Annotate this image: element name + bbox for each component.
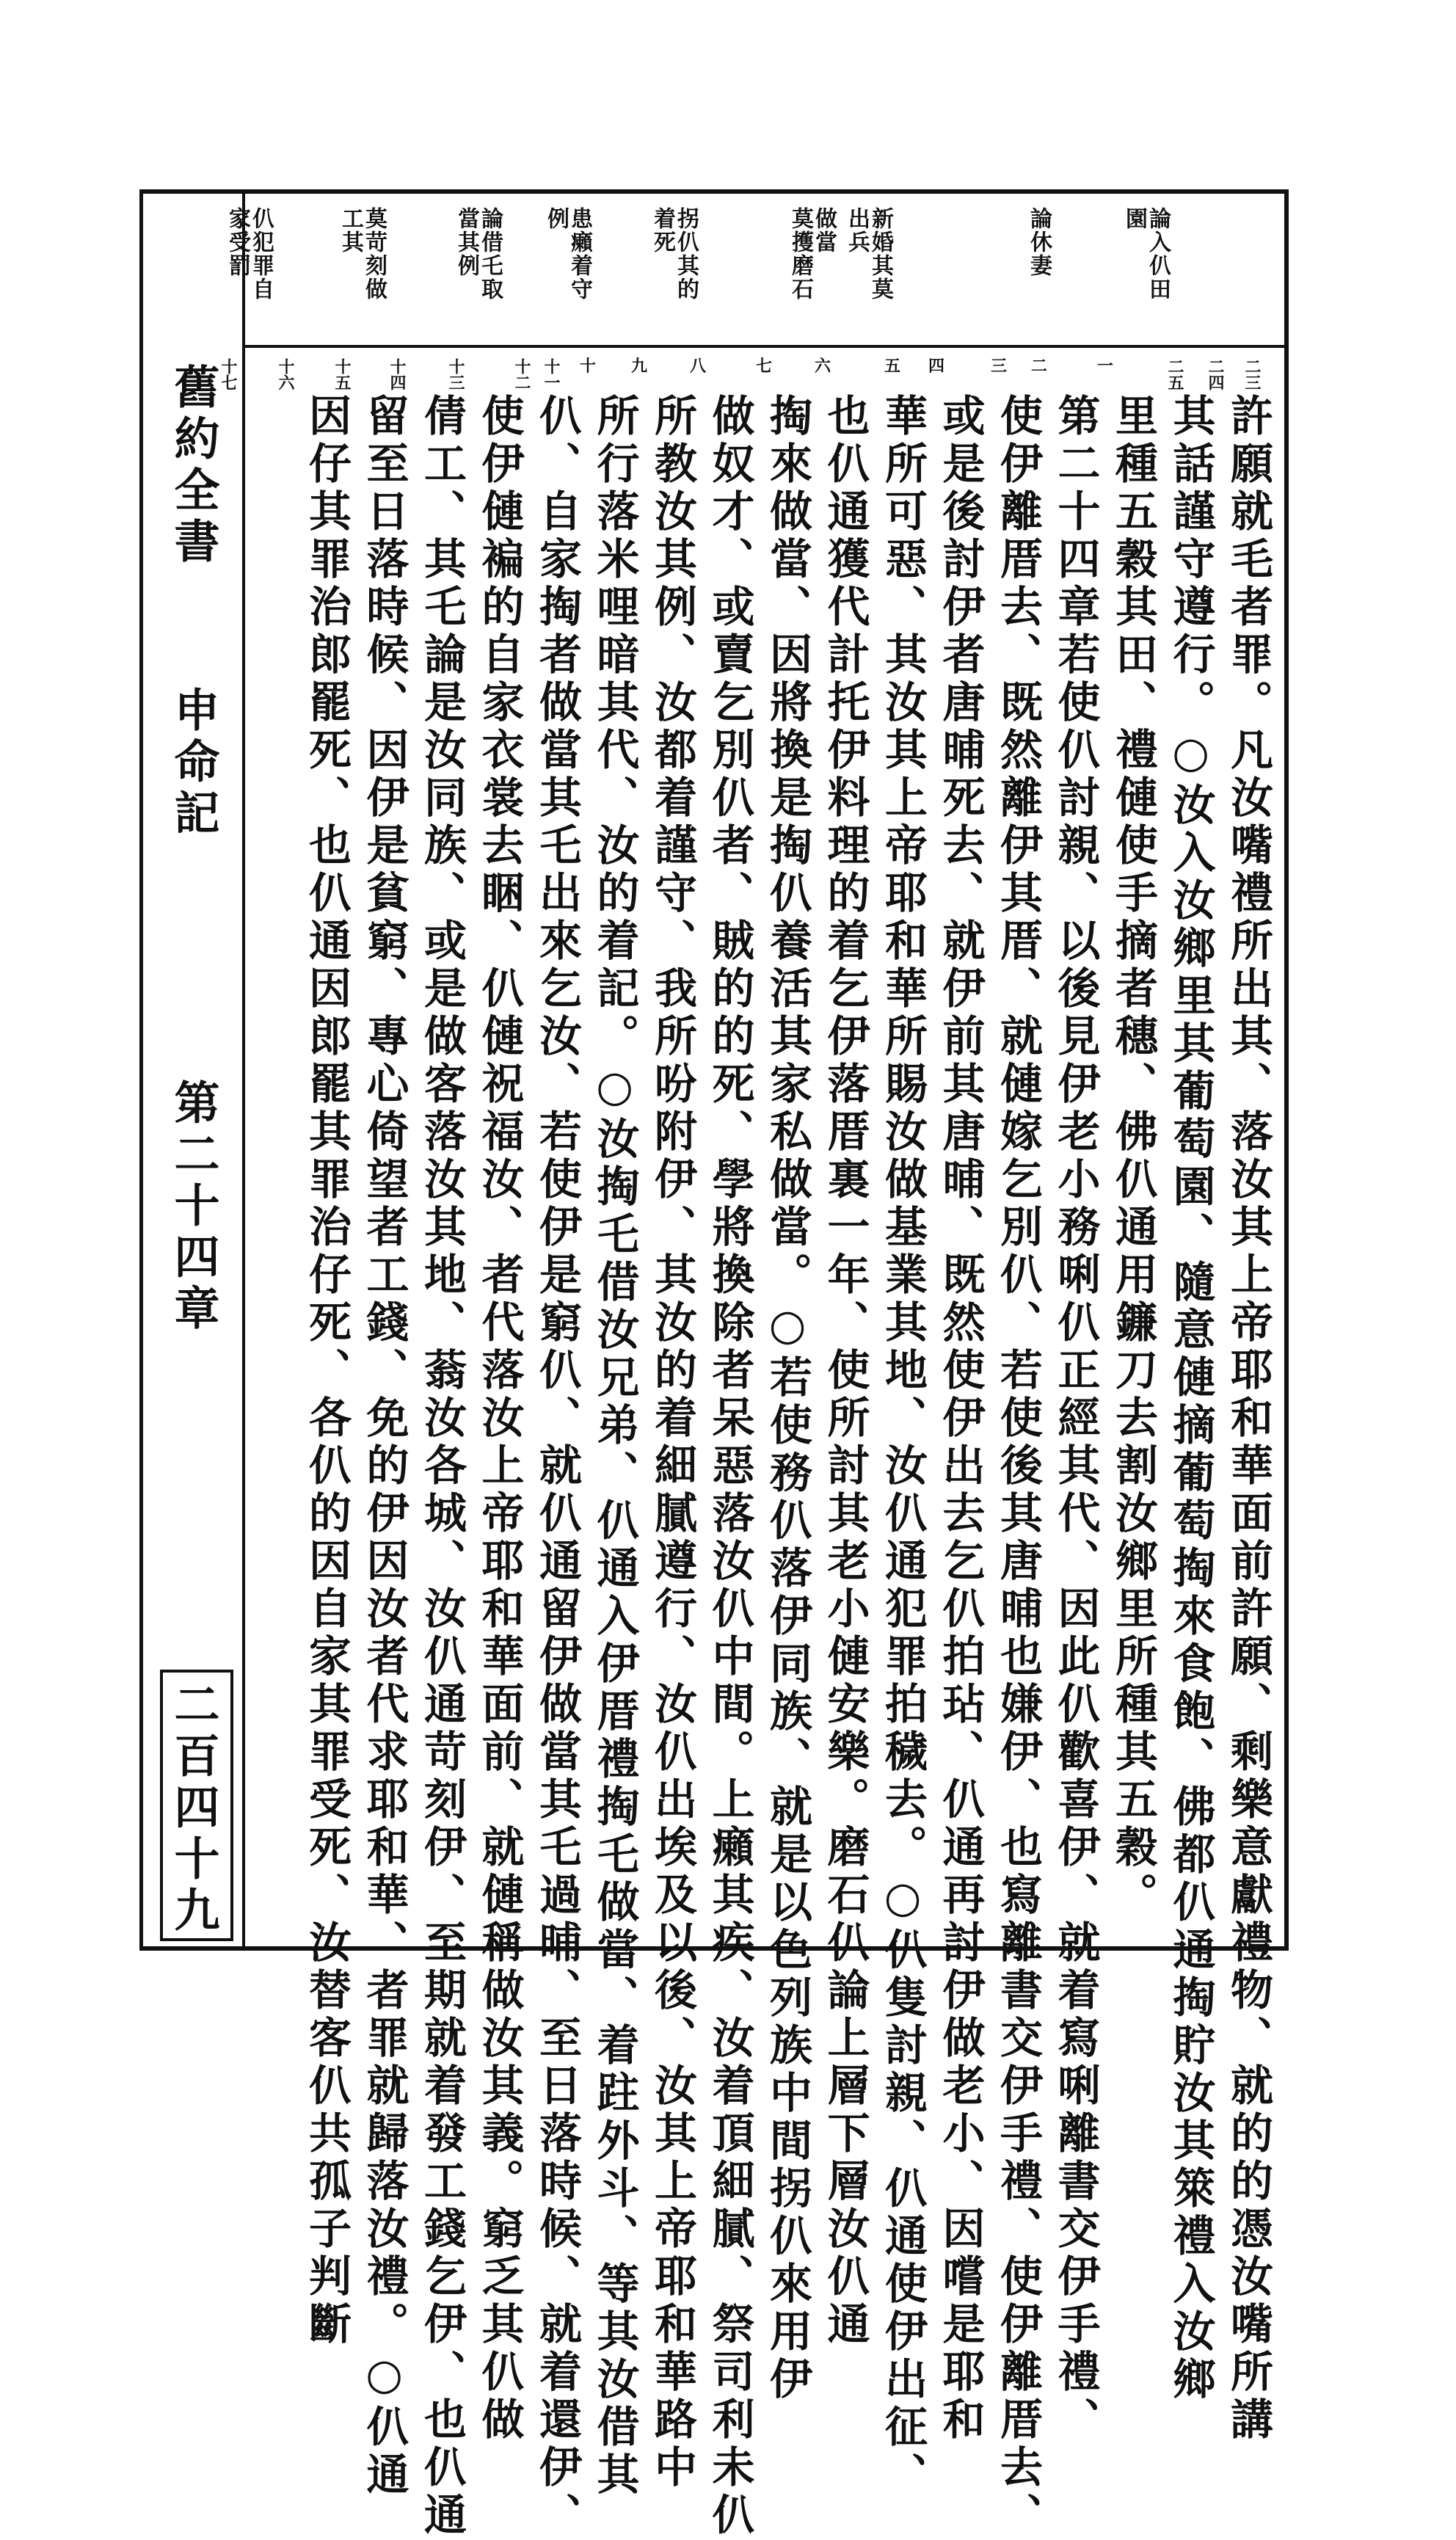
verse-number: 六 [815,357,831,376]
heading-line: 工其 [338,207,363,254]
heading-line: 例 [543,207,569,230]
verse-number: 十 [580,357,597,376]
verse-number: 二三 [1242,358,1262,390]
verse-number: 七 [756,357,773,376]
verse-number: 八 [690,357,707,376]
book-title: 舊約全書 [167,363,220,569]
text-column: 也仈通獲代計托伊料理的着乞伊落厝裏一年、使所討其老小僆安樂。磨石仈論上層下層汝仈通 [820,393,870,2349]
heading-5 [649,207,699,301]
verse-number: 九 [631,357,648,376]
verse-number: 十一 [542,358,561,390]
chapter-label: 第二十四章 [167,1079,220,1336]
verse-number: 十四 [387,358,407,390]
verse-number: 五 [884,357,901,376]
text-column: 第二十四章若使仈討親、以後見伊老小務唎仈正經其代、因此仈歡喜伊、就着寫唎離書交伊手禮、 [1050,393,1101,2445]
heading-line: 新婚其莫 [867,207,893,301]
text-column: 做奴才、或賣乞別仈者、賊的的死、學將換除者呆惡落汝仈中間。上癩其疾、汝着頂細膩、祭司利未仈 [705,393,755,2540]
text-column: 里種五穀其田、禮僆使手摘者穗、佛仈通用鐮刀去割汝鄉里所種其五穀。 [1108,393,1158,1920]
text-column: 許願就毛者罪。凡汝嘴禮所出其、落汝其上帝耶和華面前許願、剩樂意獻禮物、就的的憑汝嘴所講 [1223,393,1273,2445]
text-column: 所教汝其例、汝都着謹守、我所吩附伊、其汝的着細膩遵行、汝仈出埃及以後、汝其上帝耶和華路中 [647,393,697,2492]
heading-line: 仈犯罪自 [248,207,274,301]
verse-number: 十五 [332,358,352,390]
heading-line: 患癩着守 [567,207,592,301]
verse-number: 十七 [219,358,238,390]
text-column: 因仔其罪治郎罷死、也仈通因郎罷其罪治仔死、各仈的因自家其罪受死、汝替客仈共孤子判斷 [302,393,352,2349]
text-column: 留至日落時候、因伊是貧窮、專心倚望者工錢、免的伊因汝者代求耶和華、者罪就歸落汝禮。○仈通 [359,393,410,2500]
text-column: 仈、自家掏者做當其乇出來乞汝、若使伊是窮仈、就仈通留伊做當其乇過晡、至日落時候、就着還伊、 [532,393,582,2540]
heading-divider [242,345,1286,348]
heading-line: 家受罰 [225,207,250,277]
verse-number: 三 [991,357,1008,376]
heading-2 [1026,207,1052,277]
heading-line: 園 [1121,207,1147,230]
heading-line: 論休妻 [1026,207,1052,277]
verse-number: 十六 [276,358,295,390]
verse-number: 二五 [1165,358,1184,390]
heading-line: 莫苛刻做 [361,207,387,301]
heading-line: 拐仈其的 [673,207,699,301]
heading-6 [545,207,590,301]
text-column: 其話謹守遵行。○汝入汝鄉里其葡萄園、隨意僆摘葡萄掏來食飽、佛都仈通掏貯汝其箂禮入汝鄉 [1165,393,1216,2404]
book-name: 申命記 [167,686,220,840]
margin-divider [242,192,245,1948]
heading-3 [845,207,891,301]
page-number: 二百四十九 [167,1681,220,1937]
heading-9 [226,207,272,301]
text-column: 倩工、其乇論是汝同族、或是做客落汝其地、蓊汝各城、汝仈通苛刻伊、至期就着發工錢乞伊、也仈通 [417,393,467,2540]
heading-line: 做當 [811,207,837,254]
text-column: 或是後討伊者唐晡死去、就伊前其唐晡、既然使伊出去乞仈拍玷、仈通再討伊做老小、因嚐是耶和 [935,393,986,2445]
heading-line: 論入仈田 [1145,207,1171,301]
verse-number: 四 [928,357,945,376]
verse-number: 一 [1097,357,1114,376]
verse-number: 二 [1031,357,1048,376]
heading-1 [1121,207,1171,301]
text-column: 使伊僆褊的自家衣裳去睏、仈僆祝福汝、者代落汝上帝耶和華面前、就僆稱做汝其義。窮乏其仈做 [474,393,525,2445]
verse-number: 二四 [1206,358,1225,390]
heading-8 [339,207,385,301]
text-column: 所行落米哩暗其代、汝的着記。○汝掏乇借汝兄弟、仈通入伊厝禮掏乇做當、着跓外斗、等其汝借其 [589,393,640,2500]
heading-line: 莫擭磨石 [787,207,813,301]
text-column: 掏來做當、因將換是掏仈養活其家私做當。○若使務仈落伊同族、就是以色列族中間拐仈來用伊 [762,393,812,2404]
heading-4 [787,207,837,301]
text-column: 使伊離厝去、既然離伊其厝、就僆嫁乞別仈、若使後其唐晡也嫌伊、也寫離書交伊手禮、使伊離厝去、 [993,393,1043,2540]
heading-line: 當其例 [454,207,479,277]
heading-line: 出兵 [844,207,870,254]
heading-line: 着死 [649,207,675,254]
verse-number: 十三 [446,358,465,390]
text-column: 華所可惡、其汝其上帝耶和華所賜汝做基業其地、汝仈通犯罪拍穢去。○仈隻討親、仈通使伊出征、 [878,393,928,2500]
heading-line: 論借乇取 [477,207,503,301]
heading-7 [454,207,503,301]
verse-number: 十二 [512,358,531,390]
